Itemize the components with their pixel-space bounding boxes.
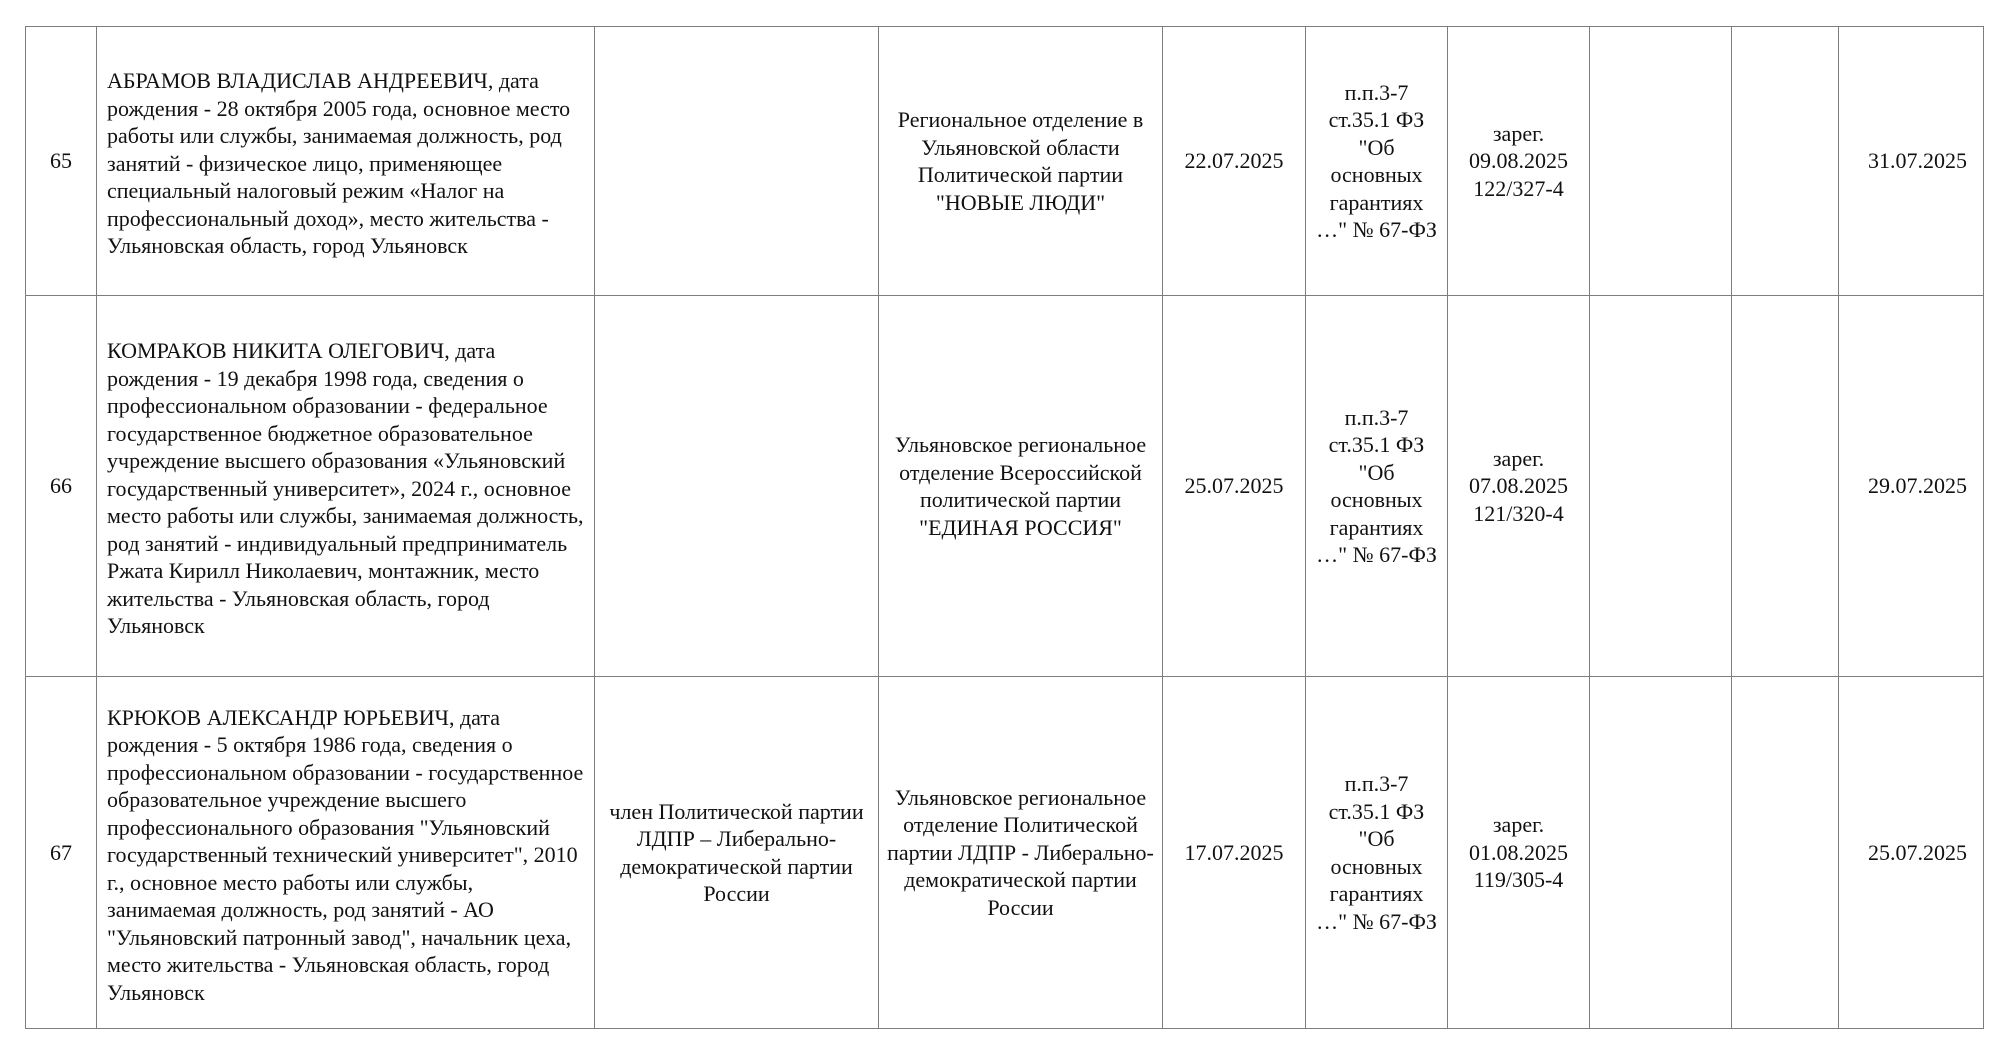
candidate-bio: АБРАМОВ ВЛАДИСЛАВ АНДРЕЕВИЧ, дата рождения - 28 октября 2005 года, основное место работы или службы, занимаемая должность, род занятий - физическое лицо, применяющее специальный налоговый режим «Налог на профессиональный доход», место жительства - Ульяновская область, город Ульяновск xyxy=(97,27,595,296)
decision-date: 25.07.2025 xyxy=(1839,677,1984,1029)
row-number: 67 xyxy=(26,677,97,1029)
candidate-bio: КРЮКОВ АЛЕКСАНДР ЮРЬЕВИЧ, дата рождения - 5 октября 1986 года, сведения о профессиональном образовании - государственное образовательное учреждение высшего профессионального образования "Ульяновский государственный технический университет", 2010 г., основное место работы или службы, занимаемая должность, род занятий - АО "Ульяновский патронный завод", начальник цеха, место жительства - Ульяновская область, город Ульяновск xyxy=(97,677,595,1029)
empty-cell xyxy=(1590,27,1732,296)
nomination-date: 25.07.2025 xyxy=(1163,296,1306,677)
decision-date: 31.07.2025 xyxy=(1839,27,1984,296)
nominated-by: Ульяновское региональное отделение Всероссийской политической партии "ЕДИНАЯ РОССИЯ" xyxy=(879,296,1163,677)
registration-status: зарег. 01.08.2025 119/305-4 xyxy=(1448,677,1590,1029)
legal-basis: п.п.3-7 ст.35.1 ФЗ "Об основных гарантиях …" № 67-ФЗ xyxy=(1306,27,1448,296)
empty-cell xyxy=(1732,27,1839,296)
table-row xyxy=(26,296,1984,677)
party-membership xyxy=(595,27,879,296)
nomination-date: 22.07.2025 xyxy=(1163,27,1306,296)
legal-basis: п.п.3-7 ст.35.1 ФЗ "Об основных гарантиях …" № 67-ФЗ xyxy=(1306,677,1448,1029)
nominated-by: Региональное отделение в Ульяновской области Политической партии "НОВЫЕ ЛЮДИ" xyxy=(879,27,1163,296)
row-number: 66 xyxy=(26,296,97,677)
nomination-date: 17.07.2025 xyxy=(1163,677,1306,1029)
registration-status: зарег. 09.08.2025 122/327-4 xyxy=(1448,27,1590,296)
decision-date: 29.07.2025 xyxy=(1839,296,1984,677)
empty-cell xyxy=(1732,677,1839,1029)
registration-status: зарег. 07.08.2025 121/320-4 xyxy=(1448,296,1590,677)
candidate-bio: КОМРАКОВ НИКИТА ОЛЕГОВИЧ, дата рождения - 19 декабря 1998 года, сведения о профессиональном образовании - федеральное государственное бюджетное образовательное учреждение высшего образования «Ульяновский государственный университет», 2024 г., основное место работы или службы, занимаемая должность, род занятий - индивидуальный предприниматель Ржата Кирилл Николаевич, монтажник, место жительства - Ульяновская область, город Ульяновск xyxy=(97,296,595,677)
party-membership xyxy=(595,296,879,677)
legal-basis: п.п.3-7 ст.35.1 ФЗ "Об основных гарантиях …" № 67-ФЗ xyxy=(1306,296,1448,677)
empty-cell xyxy=(1590,677,1732,1029)
row-number: 65 xyxy=(26,27,97,296)
empty-cell xyxy=(1590,296,1732,677)
table-row xyxy=(26,27,1984,296)
nominated-by: Ульяновское региональное отделение Политической партии ЛДПР - Либерально-демократической партии России xyxy=(879,677,1163,1029)
table-row xyxy=(26,677,1984,1029)
party-membership: член Политической партии ЛДПР – Либерально-демократической партии России xyxy=(595,677,879,1029)
candidates-table xyxy=(25,26,1984,1029)
empty-cell xyxy=(1732,296,1839,677)
